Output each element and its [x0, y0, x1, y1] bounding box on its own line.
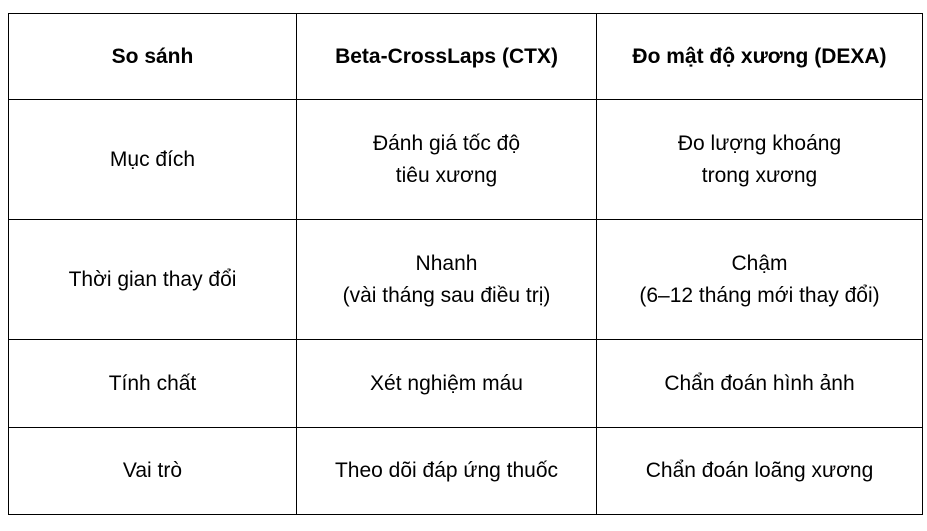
cell-line: tiêu xương [395, 163, 498, 187]
row-label-nature: Tính chất [9, 340, 297, 428]
cell-line: Xét nghiệm máu [370, 371, 523, 395]
row-label-role: Vai trò [9, 428, 297, 515]
cell-ctx-time [297, 220, 597, 340]
cell-line: Đo lượng khoáng [677, 131, 842, 155]
cell-line: Chẩn đoán hình ảnh [664, 371, 855, 395]
cell-line: Chẩn đoán loãng xương [645, 459, 874, 482]
header-comparison: So sánh [9, 14, 297, 100]
header-ctx: Beta-CrossLaps (CTX) [297, 14, 597, 100]
table-row [9, 220, 923, 340]
cell-line: Chậm [731, 251, 788, 275]
cell-dexa-nature [597, 340, 923, 428]
cell-ctx-role [297, 428, 597, 515]
cell-line: trong xương [701, 163, 818, 187]
cell-line: Theo dõi đáp ứng thuốc [334, 459, 559, 482]
cell-line: Nhanh [415, 251, 478, 275]
cell-line: (6–12 tháng mới thay đổi) [639, 283, 880, 307]
table-header-row [9, 14, 923, 100]
table-row [9, 100, 923, 220]
cell-ctx-nature [297, 340, 597, 428]
table-row [9, 340, 923, 428]
cell-dexa-time [597, 220, 923, 340]
header-dexa: Đo mật độ xương (DEXA) [597, 14, 923, 100]
table-row [9, 428, 923, 515]
cell-line: (vài tháng sau điều trị) [342, 283, 551, 307]
row-label-time: Thời gian thay đổi [9, 220, 297, 340]
comparison-table [8, 13, 923, 515]
cell-dexa-purpose [597, 100, 923, 220]
cell-line: Đánh giá tốc độ [372, 131, 521, 155]
row-label-purpose: Mục đích [9, 100, 297, 220]
cell-dexa-role [597, 428, 923, 515]
cell-ctx-purpose [297, 100, 597, 220]
